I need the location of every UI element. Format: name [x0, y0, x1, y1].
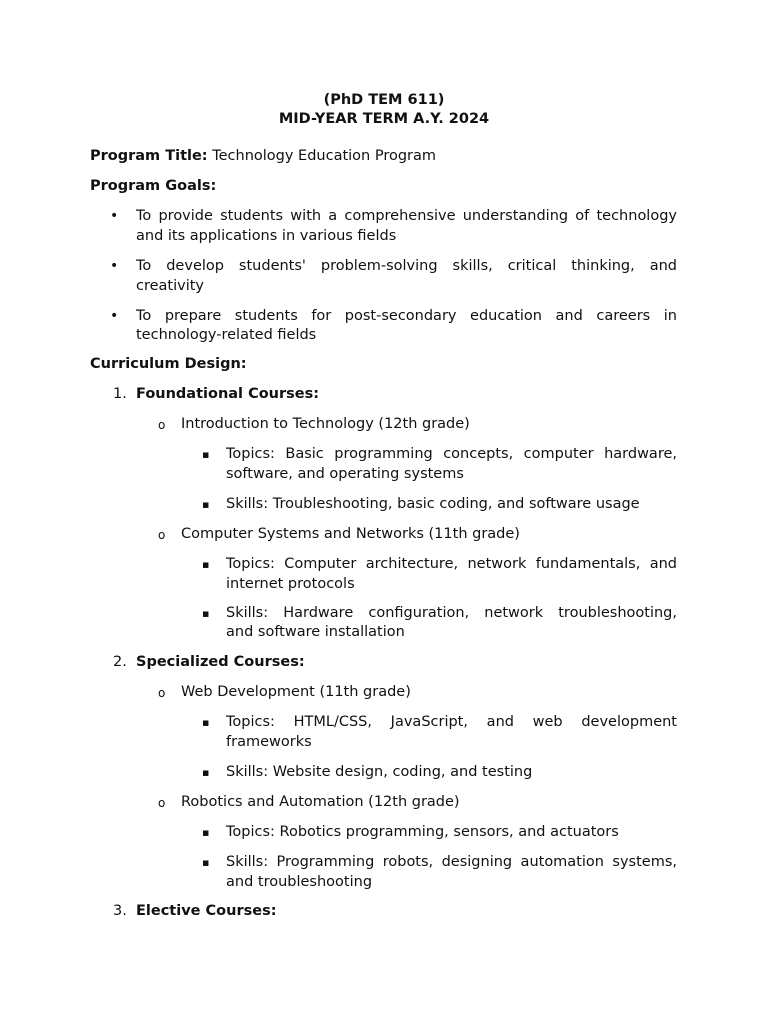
square-bullet-icon: ▪	[202, 498, 210, 511]
program-title-label: Program Title:	[90, 148, 208, 164]
goal-item-line: and its applications in various fields	[136, 228, 397, 244]
course-detail-line: Skills: Troubleshooting, basic coding, and software usage	[226, 496, 640, 512]
course-code-heading: (PhD TEM 611)	[323, 92, 445, 108]
bullet-icon: •	[110, 308, 119, 324]
course-detail-line: internet protocols	[226, 576, 355, 592]
goal-item-line: To prepare students for post-secondary education and careers in	[136, 308, 677, 324]
program-title-row	[90, 148, 436, 164]
section-number: 3.	[113, 903, 127, 919]
section-number: 2.	[113, 654, 127, 670]
section-title: Foundational Courses:	[136, 386, 320, 402]
course-detail-line: software, and operating systems	[226, 466, 464, 482]
course-detail-line: Skills: Programming robots, designing automation systems,	[226, 854, 677, 870]
square-bullet-icon: ▪	[202, 558, 210, 571]
program-title-value: Technology Education Program	[212, 148, 437, 164]
square-bullet-icon: ▪	[202, 856, 210, 869]
section-title: Elective Courses:	[136, 903, 277, 919]
square-bullet-icon: ▪	[202, 826, 210, 839]
curriculum-design-label: Curriculum Design:	[90, 356, 247, 372]
square-bullet-icon: ▪	[202, 607, 210, 620]
bullet-icon: •	[110, 208, 119, 224]
bullet-icon: •	[110, 258, 119, 274]
square-bullet-icon: ▪	[202, 716, 210, 729]
term-heading: MID-YEAR TERM A.Y. 2024	[278, 111, 490, 127]
course-detail-line: Skills: Hardware configuration, network troubleshooting,	[226, 605, 677, 621]
course-detail-line: Topics: Computer architecture, network fundamentals, and	[226, 556, 677, 572]
circle-bullet-icon: o	[158, 796, 166, 810]
course-detail-line: Topics: Basic programming concepts, computer hardware,	[226, 446, 677, 462]
section-title: Specialized Courses:	[136, 654, 305, 670]
goal-item-line: To develop students' problem-solving skills, critical thinking, and	[136, 258, 677, 274]
course-detail-line: Topics: HTML/CSS, JavaScript, and web development	[226, 714, 677, 730]
course-name: Introduction to Technology (12th grade)	[181, 416, 470, 432]
circle-bullet-icon: o	[158, 528, 166, 542]
goal-item-line: technology-related fields	[136, 327, 317, 343]
section-number: 1.	[113, 386, 127, 402]
goal-item-line: creativity	[136, 278, 205, 294]
square-bullet-icon: ▪	[202, 766, 210, 779]
program-goals-label: Program Goals:	[90, 178, 217, 194]
course-name: Computer Systems and Networks (11th grade)	[181, 526, 520, 542]
course-detail-line: and software installation	[226, 624, 405, 640]
circle-bullet-icon: o	[158, 686, 166, 700]
course-detail-line: frameworks	[226, 734, 312, 750]
course-detail-line: Topics: Robotics programming, sensors, and actuators	[226, 824, 619, 840]
course-name: Web Development (11th grade)	[181, 684, 411, 700]
course-detail-line: and troubleshooting	[226, 874, 373, 890]
goal-item-line: To provide students with a comprehensive understanding of technology	[136, 208, 677, 224]
course-name: Robotics and Automation (12th grade)	[181, 794, 460, 810]
circle-bullet-icon: o	[158, 418, 166, 432]
square-bullet-icon: ▪	[202, 448, 210, 461]
course-detail-line: Skills: Website design, coding, and testing	[226, 764, 533, 780]
